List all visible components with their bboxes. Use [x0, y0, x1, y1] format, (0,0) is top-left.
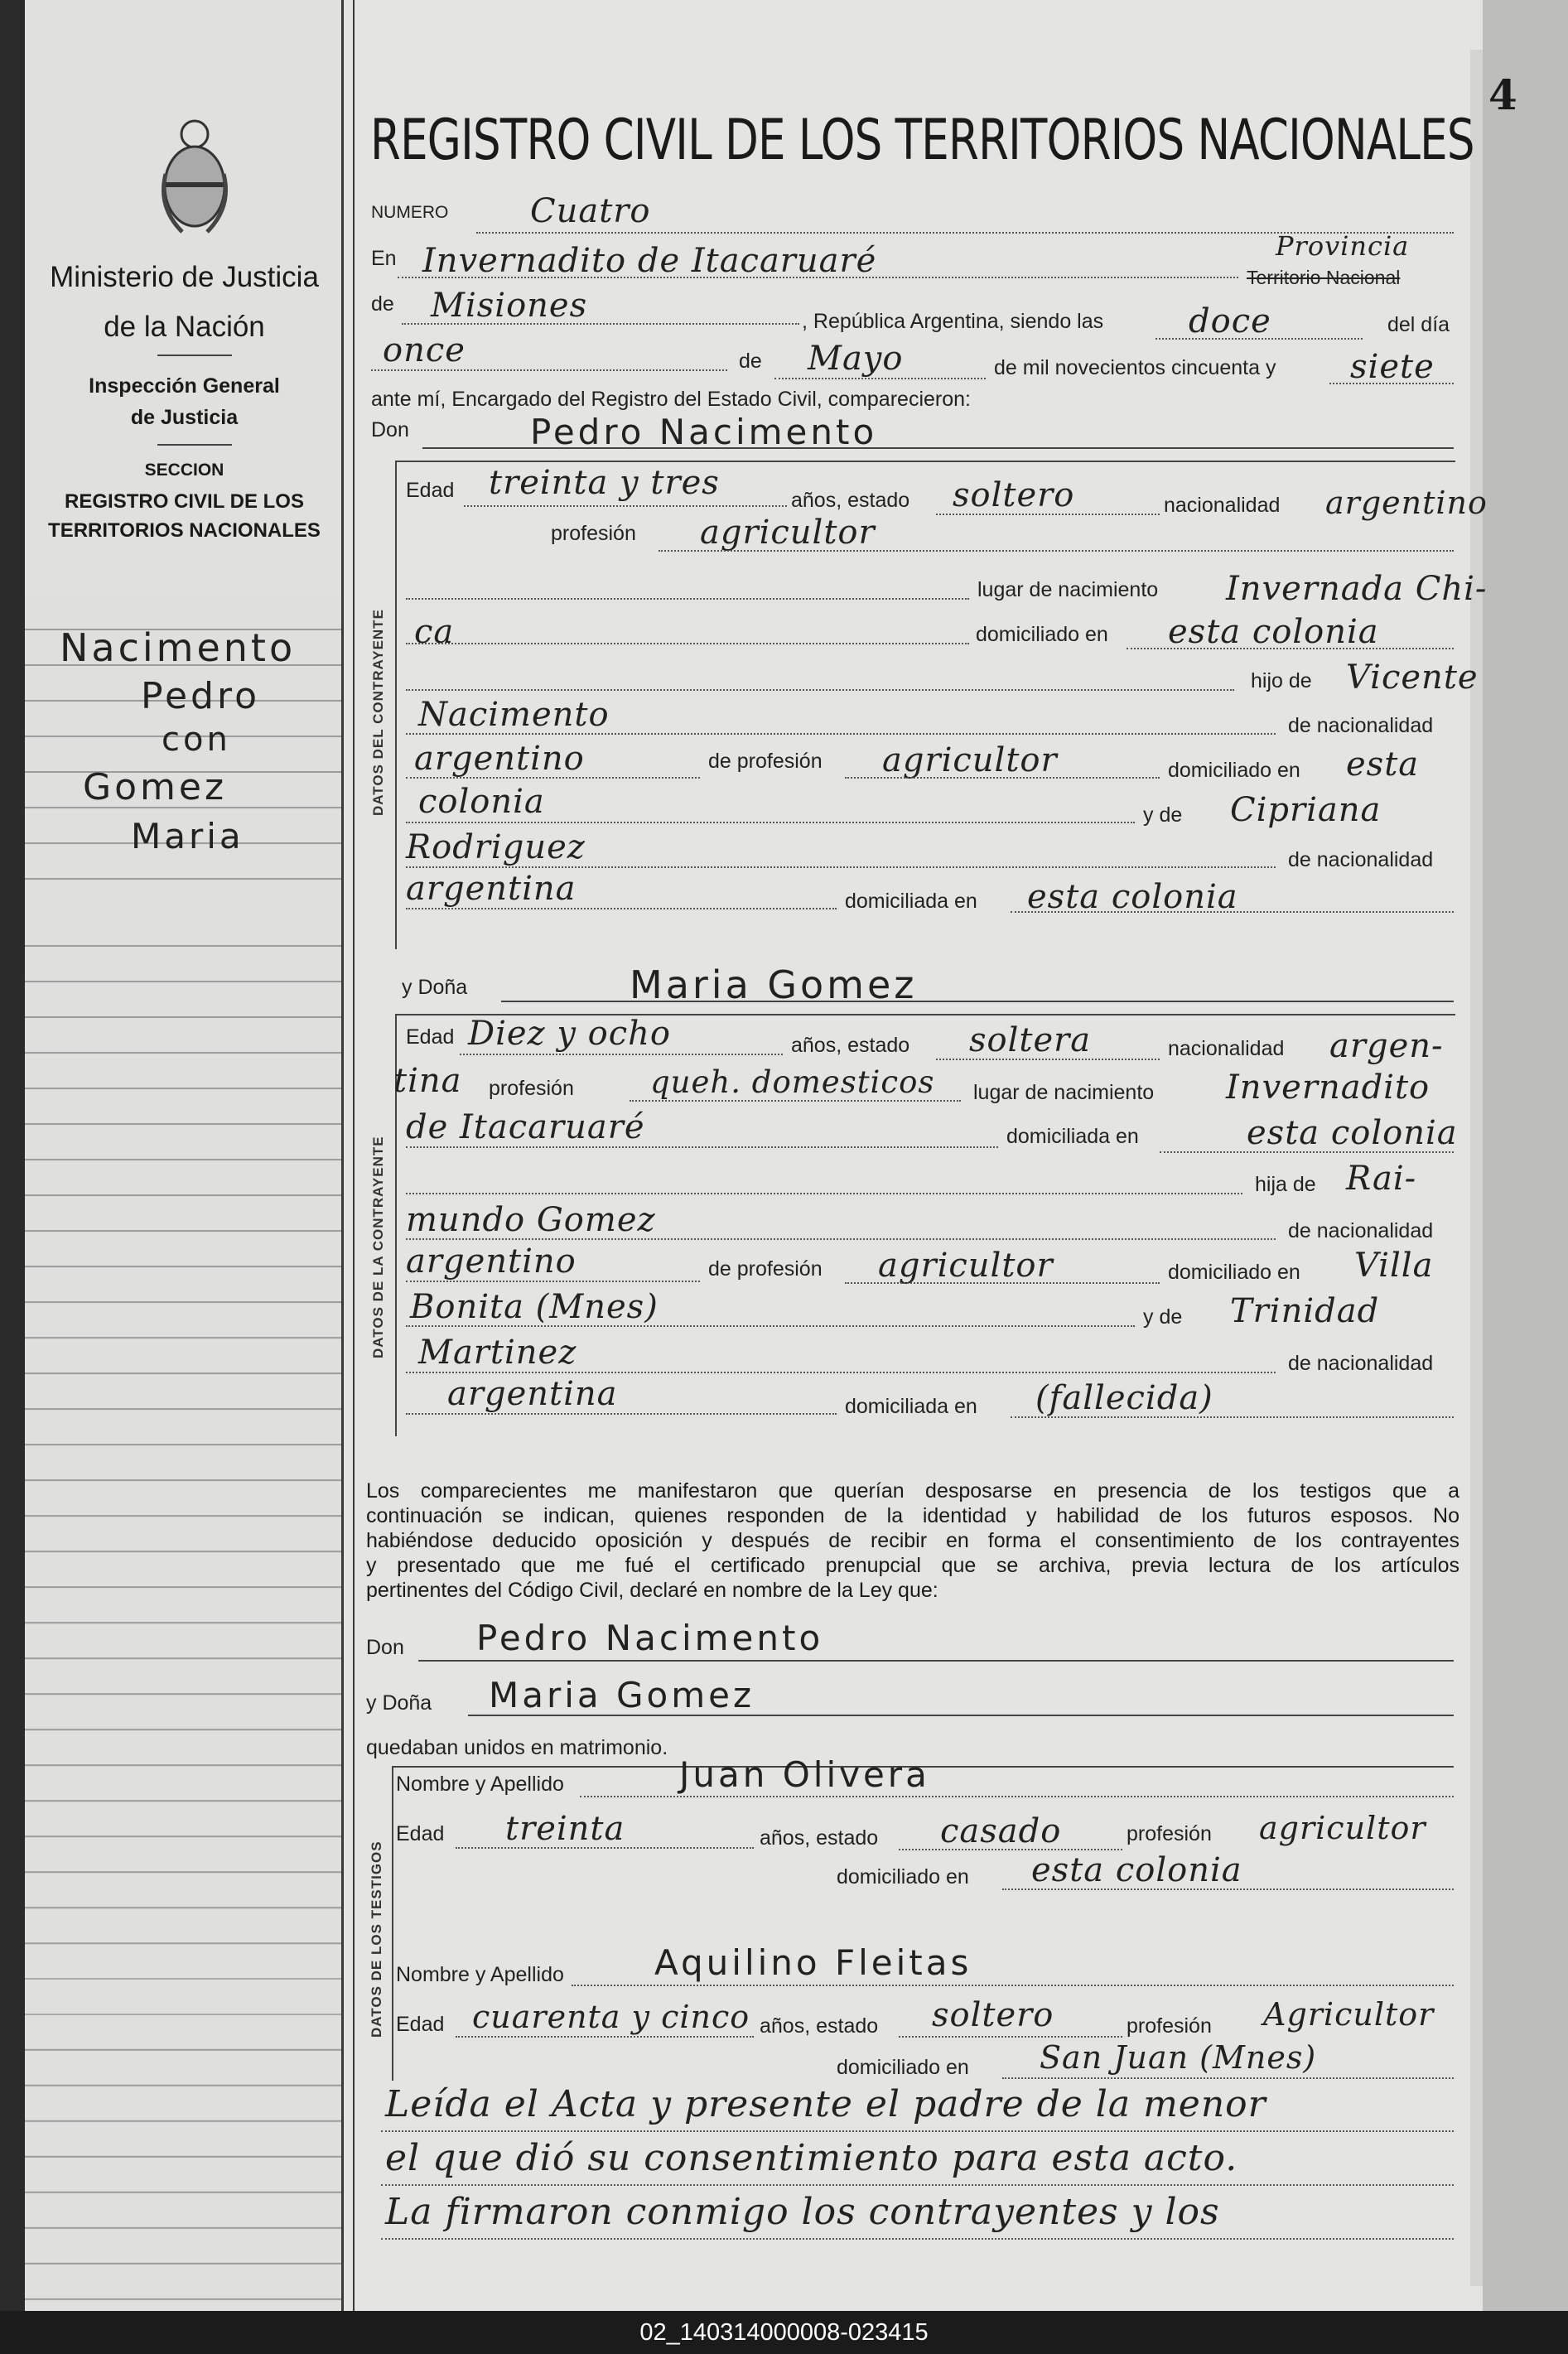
t1-nombre-label: Nombre y Apellido [396, 1773, 564, 1796]
inspection-line1: Inspección General [89, 374, 280, 398]
t2-prof-label: profesión [1127, 2014, 1212, 2038]
contrayenta-padre-dom-b: Bonita (Mnes) [410, 1288, 659, 1326]
dona-line [468, 1715, 1454, 1716]
divider [157, 355, 232, 356]
hijo-label: hijo de [1251, 669, 1312, 692]
line [899, 1849, 1122, 1850]
line [845, 1282, 1160, 1284]
mes-value: Mayo [808, 340, 904, 378]
contrayenta-lugar-a: Invernadito [1226, 1068, 1430, 1107]
contrayenta-nac-a: argen- [1329, 1027, 1444, 1065]
line [845, 777, 1160, 779]
testigo2-estado: soltero [932, 1996, 1054, 2034]
testigo2-edad: cuarenta y cinco [472, 1999, 750, 2035]
footer-id: 02_140314000008-023415 [639, 2319, 929, 2346]
declaration-line: habiéndose deducido oposición y después de recibir en forma el consentimiento de los contrayentes [366, 1529, 1459, 1552]
t1-prof-label: profesión [1127, 1822, 1212, 1845]
hija-label: hija de [1255, 1173, 1316, 1196]
de-line [402, 323, 799, 325]
don-label: Don [366, 1636, 404, 1659]
anos-estado-label: años, estado [791, 489, 910, 512]
margin-divider [341, 0, 344, 2311]
contrayente-padre-dom-b: colonia [418, 783, 545, 821]
don-line [418, 1660, 1454, 1662]
page-edge-shadow [1483, 0, 1568, 2311]
line [406, 598, 969, 600]
anio-line [1329, 383, 1454, 384]
line [1011, 911, 1454, 913]
testigo1-profesion: agricultor [1259, 1810, 1426, 1846]
line [406, 866, 1276, 868]
margin-note-line5: Maria [131, 816, 244, 856]
contrayente-madre-nac: argentina [406, 870, 577, 908]
provincia-handwritten: Provincia [1276, 230, 1410, 262]
note-line3: La firmaron conmigo los contrayentes y los [385, 2191, 1220, 2233]
testigo1-edad: treinta [505, 1810, 625, 1848]
dona-line [501, 1001, 1454, 1002]
t2-nombre-label: Nombre y Apellido [396, 1963, 564, 1986]
contrayenta-edad: Diez y ocho [468, 1015, 671, 1053]
declaration-don: Pedro Nacimento [476, 1618, 824, 1658]
ante-label: ante mí, Encargado del Registro del Estado Civil, comparecieron: [371, 388, 971, 411]
page-number: 4 [1488, 70, 1517, 119]
contrayente-padre-b: Nacimento [418, 696, 610, 734]
contrayente-nacionalidad: argentino [1325, 485, 1488, 521]
nacionalidad-label: nacionalidad [1168, 1037, 1285, 1060]
line [406, 733, 1276, 735]
edad-label: Edad [406, 479, 455, 502]
line [630, 1100, 961, 1102]
margin-divider-inner [353, 0, 355, 2311]
contrayenta-padre-a: Rai- [1346, 1160, 1417, 1198]
dom-en-label: domiciliado en [1168, 1261, 1300, 1284]
line [406, 689, 1234, 691]
line [1002, 1889, 1454, 1890]
declaration-text [366, 1478, 1459, 1603]
contrayente-padre-dom-a: esta [1346, 745, 1420, 784]
line [381, 2238, 1454, 2240]
de-nac-label: de nacionalidad [1288, 1219, 1434, 1242]
contrayente-bracket-top [395, 461, 1455, 462]
declaration-line: y presentado que me fué el certificado prenupcial que se archiva, previa lectura de los artículos [366, 1554, 1459, 1577]
line [456, 2036, 754, 2038]
declaration-line: continuación se indican, quienes responden de la identidad y habilidad de los futuros esposos. No [366, 1504, 1459, 1527]
dona-label: y Doña [402, 976, 468, 999]
line [406, 1413, 837, 1415]
de-nac2-label: de nacionalidad [1288, 1352, 1434, 1375]
contrayenta-nombre: Maria Gomez [630, 962, 918, 1007]
numero-label: NUMERO [371, 203, 449, 222]
contrayenta-domicilio: esta colonia [1247, 1114, 1458, 1152]
contrayenta-padre-prof: agricultor [878, 1247, 1054, 1285]
del-dia-label: del día [1387, 313, 1450, 336]
contrayenta-padre-nac: argentino [406, 1242, 577, 1281]
line [899, 2036, 1122, 2038]
divider [157, 444, 232, 446]
contrayenta-profesion: queh. domesticos [650, 1064, 935, 1100]
dia-line [371, 369, 727, 371]
line [572, 1985, 1454, 1986]
contrayenta-estado: soltera [969, 1021, 1092, 1059]
hora-value: doce [1189, 302, 1271, 340]
numero-value: Cuatro [530, 192, 651, 230]
section-line1: SECCION [144, 461, 224, 480]
profesion-label: profesión [551, 522, 636, 545]
line [406, 1146, 998, 1148]
testigo1-domicilio: esta colonia [1031, 1851, 1242, 1889]
de-nac2-label: de nacionalidad [1288, 848, 1434, 871]
line [381, 2130, 1454, 2132]
line [1127, 648, 1454, 649]
closing-label: quedaban unidos en matrimonio. [366, 1736, 668, 1759]
line [1011, 1416, 1454, 1418]
line [456, 1847, 754, 1849]
contrayenta-madre-nac: argentina [447, 1375, 618, 1413]
dom-en2-label: domiciliada en [845, 890, 977, 913]
line [406, 822, 1135, 823]
de-prof-label: de profesión [708, 1257, 823, 1281]
domiciliada-label: domiciliada en [1006, 1125, 1139, 1148]
de-label: de [371, 292, 394, 316]
line [406, 1238, 1276, 1240]
line [659, 550, 1454, 552]
line [406, 1372, 1276, 1373]
document-title: REGISTRO CIVIL DE LOS TERRITORIOS NACIONALES [370, 108, 1474, 173]
contrayente-profesion: agricultor [700, 514, 876, 552]
lugar-label: lugar de nacimiento [973, 1081, 1155, 1104]
y-de-label: y de [1143, 1305, 1183, 1329]
t2-estado-label: años, estado [760, 2014, 879, 2038]
footer-bar [0, 2311, 1568, 2354]
inspection-line2: de Justicia [130, 406, 239, 429]
contrayente-lugar-a: Invernada Chi- [1226, 570, 1488, 608]
testigo2-profesion: Agricultor [1263, 1996, 1435, 2033]
contrayente-madre-dom: esta colonia [1027, 878, 1238, 916]
dom-en-label: domiciliado en [1168, 759, 1300, 782]
declaration-line: pertinentes del Código Civil, declaré en nombre de la Ley que: [366, 1579, 938, 1602]
margin-note-line2: Pedro [141, 675, 261, 717]
contrayente-edad: treinta y tres [489, 464, 720, 502]
t1-edad-label: Edad [396, 1822, 445, 1845]
t1-estado-label: años, estado [760, 1826, 879, 1850]
contrayente-madre-a: Cipriana [1230, 791, 1382, 829]
de-prof-label: de profesión [708, 750, 823, 773]
section-line3: TERRITORIOS NACIONALES [48, 519, 321, 542]
line [406, 908, 837, 909]
line [406, 1281, 700, 1282]
line [1002, 2077, 1454, 2079]
contrayenta-madre-b: Martinez [418, 1334, 577, 1372]
testigo2-nombre: Aquilino Fleitas [654, 1942, 972, 1983]
t1-dom-label: domiciliado en [837, 1865, 969, 1889]
contrayenta-side-label: DATOS DE LA CONTRAYENTE [370, 1136, 386, 1358]
note-line1: Leída el Acta y presente el padre de la menor [385, 2083, 1266, 2125]
contrayenta-nac-b: tina [393, 1062, 462, 1100]
en-line [398, 277, 1238, 278]
contrayenta-madre-a: Trinidad [1230, 1292, 1380, 1330]
line [464, 505, 787, 507]
declaration-line: Los comparecientes me manifestaron que querían desposarse en presencia de los testigos que a [366, 1479, 1459, 1503]
republica-label: , República Argentina, siendo las [802, 310, 1104, 333]
contrayente-bracket [395, 461, 397, 949]
provincia-value: Misiones [431, 287, 588, 325]
nacionalidad-label: nacionalidad [1164, 494, 1281, 517]
ministry-line2: de la Nación [104, 311, 265, 343]
testigos-bracket [392, 1766, 393, 2081]
t2-dom-label: domiciliado en [837, 2056, 969, 2079]
line [381, 2184, 1454, 2186]
edad-label: Edad [406, 1025, 455, 1049]
contrayente-padre-nac: argentino [414, 740, 585, 778]
contrayente-nombre: Pedro Nacimento [530, 412, 878, 452]
contrayenta-padre-b: mundo Gomez [406, 1201, 656, 1239]
contrayenta-madre-dom: (fallecida) [1035, 1379, 1213, 1417]
testigo1-estado: casado [940, 1812, 1062, 1850]
anio-label: de mil novecientos cincuenta y [994, 356, 1276, 379]
dom-en2-label: domiciliada en [845, 1395, 977, 1418]
margin-note-line1: Nacimento [60, 625, 297, 670]
margin-note-line4: Gomez [83, 766, 228, 808]
mes-line [774, 378, 986, 379]
line [406, 1193, 1242, 1194]
line [406, 1325, 1135, 1327]
contrayente-domicilio: esta colonia [1168, 613, 1379, 651]
en-label: En [371, 247, 397, 270]
contrayenta-lugar-b: de Itacaruaré [406, 1108, 645, 1146]
line [580, 1796, 1454, 1797]
contrayente-side-label: DATOS DEL CONTRAYENTE [370, 609, 386, 816]
y-de-label: y de [1143, 803, 1183, 827]
contrayente-madre-b: Rodriguez [406, 828, 586, 866]
testigo1-nombre: Juan Olivera [679, 1754, 930, 1795]
line [936, 1059, 1160, 1060]
domiciliado-label: domiciliado en [976, 623, 1108, 646]
contrayenta-padre-dom-a: Villa [1354, 1247, 1434, 1285]
profesion-label: profesión [489, 1077, 574, 1100]
coat-of-arms-icon [157, 116, 232, 240]
hora-line [1155, 338, 1363, 340]
ministry-line1: Ministerio de Justicia [50, 261, 319, 293]
contrayente-padre-a: Vicente [1346, 658, 1479, 697]
line [406, 643, 969, 644]
testigos-side-label: DATOS DE LOS TESTIGOS [369, 1840, 384, 2038]
line [1160, 1151, 1454, 1153]
contrayente-estado: soltero [953, 476, 1075, 514]
don-label: Don [371, 418, 409, 441]
section-line2: REGISTRO CIVIL DE LOS [65, 490, 304, 513]
declaration-dona: Maria Gomez [489, 1675, 755, 1715]
lugar-label: lugar de nacimiento [977, 578, 1159, 601]
anos-estado-label: años, estado [791, 1034, 910, 1057]
margin-note-line3: con [162, 721, 231, 759]
territorio-label: Territorio Nacional [1247, 267, 1401, 288]
line [406, 777, 700, 779]
note-line2: el que dió su consentimiento para esta acto. [385, 2137, 1238, 2179]
de-nac-label: de nacionalidad [1288, 714, 1434, 737]
line [936, 514, 1160, 515]
en-value: Invernadito de Itacaruaré [422, 242, 877, 280]
t2-edad-label: Edad [396, 2013, 445, 2036]
testigo2-domicilio: San Juan (Mnes) [1040, 2039, 1317, 2076]
contrayente-lugar-b: ca [414, 613, 455, 651]
dona-label: y Doña [366, 1691, 432, 1715]
line [460, 1054, 783, 1055]
don-line [422, 447, 1454, 449]
contrayente-padre-prof: agricultor [882, 741, 1058, 779]
dia-value: once [383, 331, 466, 369]
page-edge [1470, 50, 1483, 2286]
anio-value: siete [1350, 348, 1435, 386]
de2-label: de [739, 350, 762, 373]
